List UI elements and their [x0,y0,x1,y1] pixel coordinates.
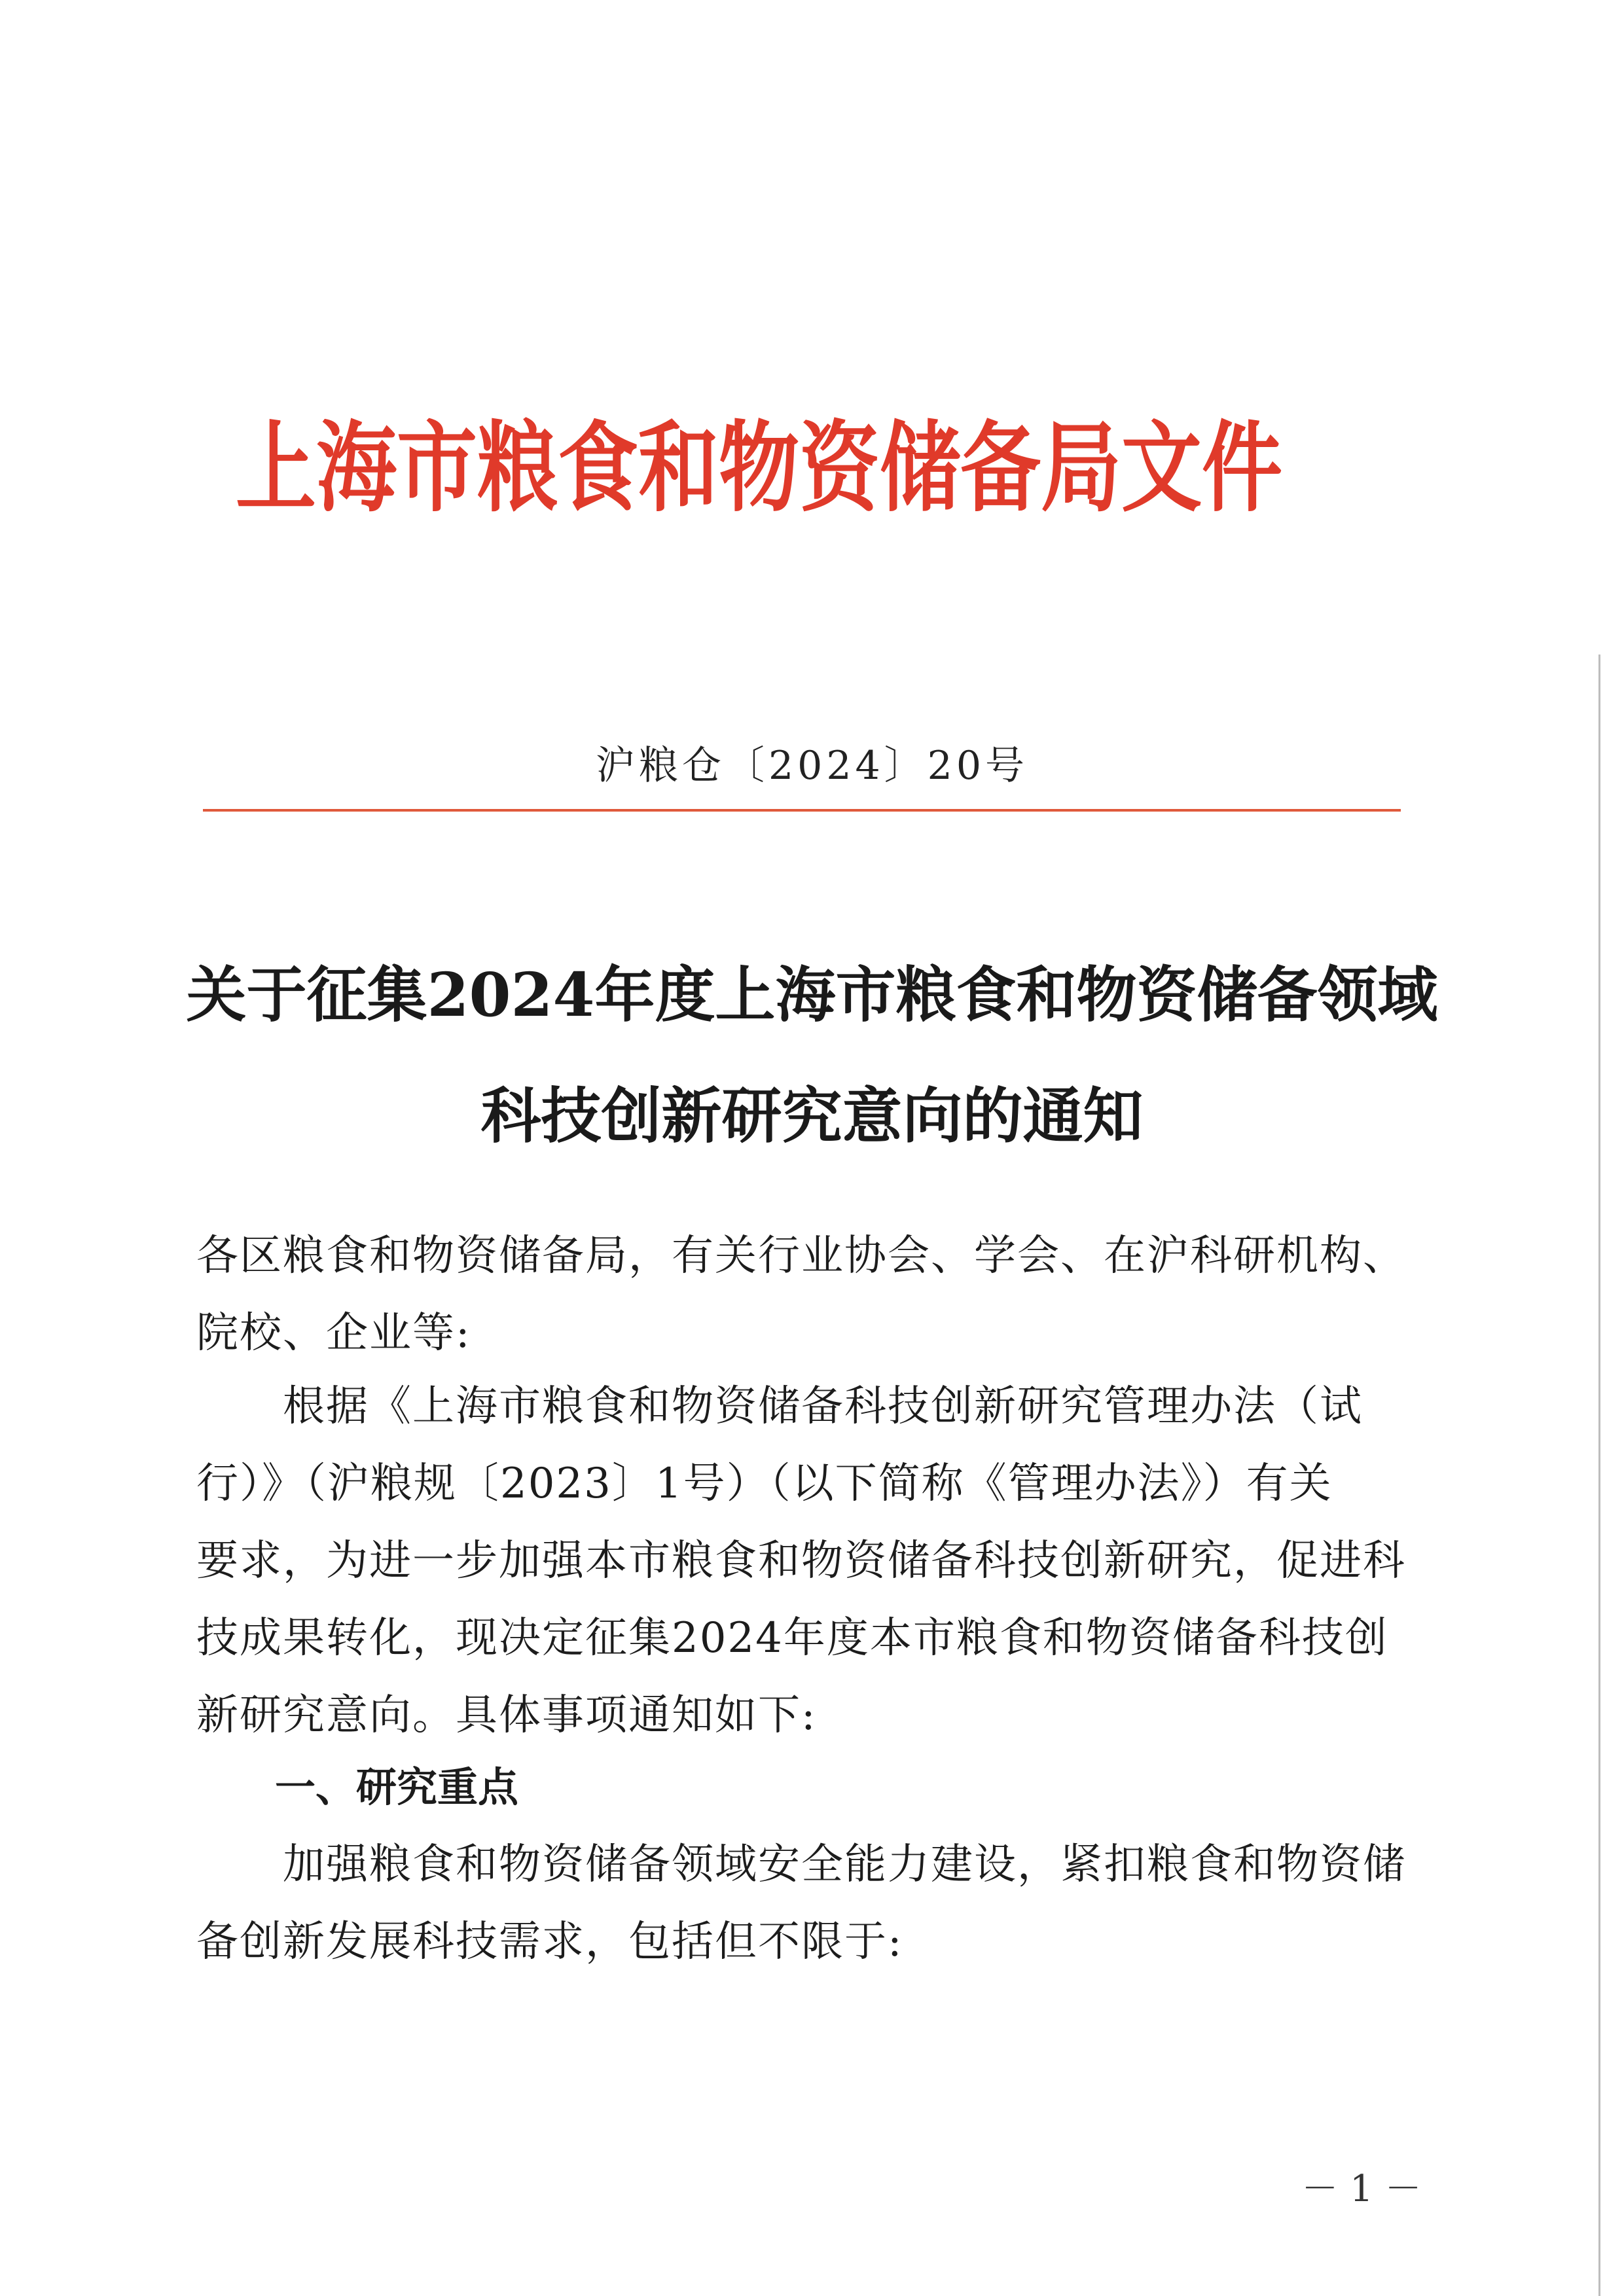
paragraph-1-line-4: 技成果转化，现决定征集2024年度本市粮食和物资储备科技创 [196,1614,1388,1662]
section-1-heading: 一、研究重点 [275,1763,519,1811]
red-separator-line [203,809,1401,812]
paragraph-1-line-3: 要求，为进一步加强本市粮食和物资储备科技创新研究，促进科 [196,1537,1406,1585]
paragraph-2-line-1: 加强粮食和物资储备领域安全能力建设，紧扣粮食和物资储 [196,1840,1406,1889]
scan-edge-line [1598,655,1600,2296]
paragraph-2-line-2: 备创新发展科技需求，包括但不限于: [196,1918,903,1966]
page-number: － 1 － [1301,2168,1422,2210]
notice-title-line-2: 科技创新研究意向的通知 [480,1081,1144,1151]
paragraph-1-line-2: 行）》（沪粮规〔2023〕1号）（以下简称《管理办法》）有关 [196,1460,1333,1508]
document-number: 沪粮仓〔2024〕20号 [595,743,1029,789]
addressee-line-2: 院校、企业等: [196,1309,471,1357]
notice-title-line-1: 关于征集2024年度上海市粮食和物资储备领域 [186,960,1438,1030]
addressee-line-1: 各区粮食和物资储备局，有关行业协会、学会、在沪科研机构、 [196,1232,1406,1280]
paragraph-1-line-1: 根据《上海市粮食和物资储备科技创新研究管理办法（试 [196,1382,1363,1431]
issuer-title: 上海市粮食和物资储备局文件 [236,410,1283,526]
paragraph-1-line-5: 新研究意向。具体事项通知如下: [196,1691,817,1740]
